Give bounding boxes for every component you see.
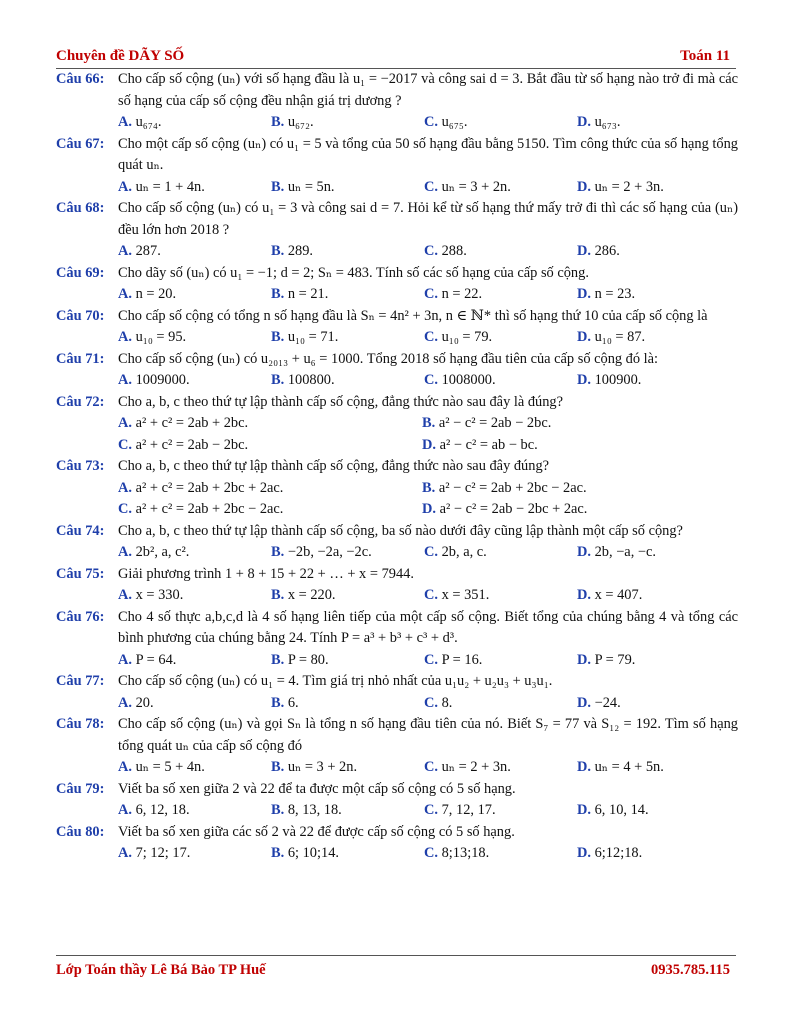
answer-option-text: x = 330. <box>135 587 184 603</box>
answer-option-text: P = 64. <box>135 651 177 668</box>
answer-options-row <box>56 650 738 672</box>
question-number: Câu 66: <box>56 71 105 87</box>
answer-option-label: D. <box>577 178 591 195</box>
answer-option[interactable] <box>118 112 271 134</box>
answer-option-text: a² − c² = 2ab − 2bc. <box>438 415 552 431</box>
question-block <box>56 69 738 134</box>
answer-option[interactable] <box>577 542 727 564</box>
question-block <box>56 607 738 672</box>
answer-option-text: u₁₀ = 71. <box>287 329 339 345</box>
question-text: Cho cấp số cộng (uₙ) với số hạng đầu là u₁ = −2017 và công sai d = 3. Bắt đầu từ số hạng nào trở đi mà các số hạng của cấp số cộng đều nhận giá trị dương ? <box>118 71 738 109</box>
answer-option-label: B. <box>271 544 285 560</box>
answer-option-text: n = 23. <box>594 286 636 302</box>
question-block <box>56 779 738 822</box>
answer-option-label: A. <box>118 802 132 818</box>
question-block <box>56 714 738 779</box>
answer-option-label: B. <box>271 329 285 345</box>
answer-option-label: B. <box>271 243 285 259</box>
question-block <box>56 349 738 392</box>
answer-option-label: B. <box>271 372 285 388</box>
answer-option-label: D. <box>577 243 591 259</box>
answer-option[interactable] <box>271 693 424 715</box>
answer-option-text: 6; 10;14. <box>287 845 339 861</box>
answer-option-label: D. <box>577 114 591 130</box>
answer-option-text: a² − c² = 2ab + 2bc − 2ac. <box>438 479 587 496</box>
answer-option-label: D. <box>577 845 591 861</box>
answer-option-text: 286. <box>594 243 620 259</box>
answer-option-label: A. <box>118 759 132 775</box>
answer-option-text: 8. <box>441 694 453 711</box>
answer-option-text: 6. <box>287 694 299 711</box>
answer-option-label: B. <box>422 415 436 431</box>
answer-option-label: D. <box>577 329 591 345</box>
page-header <box>56 48 736 69</box>
answer-option[interactable] <box>424 112 577 134</box>
question-text: Cho cấp số cộng (uₙ) có u₁ = 4. Tìm giá trị nhỏ nhất của u₁u₂ + u₂u₃ + u₃u₁. <box>118 673 553 689</box>
answer-option[interactable] <box>271 542 424 564</box>
answer-options-row <box>56 585 738 607</box>
answer-option[interactable] <box>577 650 727 672</box>
answer-option-text: 8;13;18. <box>441 845 490 861</box>
answer-option[interactable] <box>271 800 424 822</box>
question-number: Câu 71: <box>56 350 105 367</box>
answer-option-label: A. <box>118 544 132 560</box>
answer-option[interactable] <box>577 241 727 263</box>
answer-option-text: 7; 12; 17. <box>135 845 191 861</box>
answer-option-label: D. <box>577 544 591 560</box>
answer-option-label: A. <box>118 694 132 711</box>
answer-option-text: u₁₀ = 79. <box>441 329 493 345</box>
answer-option[interactable] <box>577 370 727 392</box>
answer-option-text: 288. <box>441 243 467 259</box>
answer-option-label: B. <box>271 178 285 195</box>
answer-option[interactable] <box>118 542 271 564</box>
answer-option-text: uₙ = 4 + 5n. <box>594 759 664 775</box>
question-text: Cho 4 số thực a,b,c,d là 4 số hạng liên tiếp của một cấp số cộng. Biết tổng của chúng bằng 4 và tổng các bình phương của chúng bằng 24. Tính P = a³ + b³ + c³ + d³. <box>118 608 738 646</box>
answer-option[interactable] <box>118 693 271 715</box>
answer-option-text: 287. <box>135 243 161 259</box>
answer-option-text: 6, 10, 14. <box>594 802 649 818</box>
answer-option-label: B. <box>271 802 285 818</box>
question-block <box>56 263 738 306</box>
answer-options-row <box>56 693 738 715</box>
answer-option-label: D. <box>577 286 591 302</box>
answer-option-text: u₆₇₅. <box>441 114 468 130</box>
answer-option-label: A. <box>118 372 132 388</box>
answer-option-label: B. <box>271 694 285 711</box>
answer-option-text: 100800. <box>287 372 335 388</box>
answer-option-text: n = 21. <box>287 286 329 302</box>
answer-option-text: x = 220. <box>287 587 336 603</box>
answer-options-row <box>56 499 738 521</box>
answer-option[interactable] <box>118 241 271 263</box>
answer-option-text: u₆₇₃. <box>594 114 621 130</box>
answer-option[interactable] <box>577 177 727 199</box>
answer-option-label: A. <box>118 114 132 130</box>
question-number: Câu 76: <box>56 608 105 625</box>
answer-option[interactable] <box>271 585 424 607</box>
answer-option[interactable] <box>118 478 422 500</box>
answer-option-text: 1008000. <box>441 372 496 388</box>
answer-option-label: C. <box>424 759 438 775</box>
answer-option-label: C. <box>424 243 438 259</box>
answer-option[interactable] <box>424 843 577 865</box>
question-block <box>56 671 738 714</box>
answer-option-label: A. <box>118 479 132 496</box>
answer-option-label: A. <box>118 651 132 668</box>
answer-option-text: a² + c² = 2ab − 2bc. <box>135 436 249 453</box>
question-text: Cho a, b, c theo thứ tự lập thành cấp số cộng, đẳng thức nào sau đây đúng? <box>118 458 550 474</box>
answer-option[interactable] <box>118 585 271 607</box>
answer-option[interactable] <box>424 241 577 263</box>
answer-option-text: a² + c² = 2ab + 2bc. <box>135 415 249 431</box>
answer-options-row <box>56 542 738 564</box>
question-text: Viết ba số xen giữa các số 2 và 22 để được cấp số cộng có 5 số hạng. <box>118 823 515 840</box>
question-text: Cho dãy số (uₙ) có u₁ = −1; d = 2; Sₙ = 483. Tính số các số hạng của cấp số cộng. <box>118 264 589 281</box>
answer-option-text: P = 79. <box>594 651 636 668</box>
answer-option[interactable] <box>422 413 726 435</box>
answer-option-text: 2b, a, c. <box>441 544 487 560</box>
answer-option-label: B. <box>271 286 285 302</box>
answer-options-row <box>56 757 738 779</box>
answer-option-text: n = 22. <box>441 286 483 302</box>
question-block <box>56 564 738 607</box>
answer-option-text: uₙ = 1 + 4n. <box>135 178 205 195</box>
answer-option-text: 100900. <box>594 372 642 388</box>
answer-option-text: u₁₀ = 87. <box>594 329 646 345</box>
question-number: Câu 80: <box>56 823 105 840</box>
answer-option-text: 20. <box>135 694 154 711</box>
answer-option-text: 7, 12, 17. <box>441 802 496 818</box>
answer-option[interactable] <box>422 435 726 457</box>
answer-option-label: D. <box>577 759 591 775</box>
answer-option-label: C. <box>424 694 438 711</box>
answer-option-label: C. <box>424 587 438 603</box>
answer-options-row <box>56 843 738 865</box>
answer-option[interactable] <box>424 284 577 306</box>
answer-option-label: D. <box>422 436 436 453</box>
page-footer <box>56 955 736 980</box>
answer-option-label: A. <box>118 587 132 603</box>
question-text: Cho cấp số cộng (uₙ) có u₁ = 3 và công sai d = 7. Hỏi kể từ số hạng thứ mấy trở đi thì các số hạng của (uₙ) đều lớn hơn 2018 ? <box>118 200 738 238</box>
answer-option-text: a² − c² = 2ab − 2bc + 2ac. <box>439 501 588 517</box>
answer-option[interactable] <box>118 800 271 822</box>
answer-option[interactable] <box>424 177 577 199</box>
answer-option[interactable] <box>271 177 424 199</box>
question-number: Câu 78: <box>56 716 105 732</box>
answer-option-text: a² − c² = ab − bc. <box>439 436 538 453</box>
answer-option-label: C. <box>424 544 438 560</box>
answer-option-label: B. <box>271 587 285 603</box>
answer-option-label: A. <box>118 286 132 302</box>
answer-option-text: uₙ = 5n. <box>287 178 335 195</box>
answer-option-label: B. <box>422 479 436 496</box>
answer-option[interactable] <box>271 327 424 349</box>
answer-option[interactable] <box>422 478 726 500</box>
answer-option-text: a² + c² = 2ab + 2bc − 2ac. <box>135 501 284 517</box>
answer-option-text: 1009000. <box>135 372 190 388</box>
header-topic: Chuyên đề DÃY SỐ <box>56 48 185 64</box>
answer-option[interactable] <box>577 585 727 607</box>
answer-options-row <box>56 241 738 263</box>
question-block <box>56 456 738 521</box>
answer-option-text: P = 16. <box>441 651 483 668</box>
answer-option-label: A. <box>118 178 132 195</box>
answer-option[interactable] <box>118 177 271 199</box>
question-block <box>56 392 738 457</box>
answer-option[interactable] <box>271 650 424 672</box>
answer-option-label: D. <box>577 651 591 668</box>
answer-option-label: D. <box>577 802 591 818</box>
question-text: Viết ba số xen giữa 2 và 22 để ta được một cấp số cộng có 5 số hạng. <box>118 780 516 797</box>
answer-option[interactable] <box>424 800 577 822</box>
answer-option-label: C. <box>424 372 438 388</box>
answer-option[interactable] <box>424 650 577 672</box>
header-subject: Toán 11 <box>680 48 730 64</box>
answer-option-text: 6;12;18. <box>594 845 643 861</box>
answer-option[interactable] <box>118 435 422 457</box>
answer-option-label: A. <box>118 415 132 431</box>
answer-option[interactable] <box>118 327 271 349</box>
answer-option-text: x = 407. <box>594 587 643 603</box>
question-block <box>56 198 738 263</box>
answer-option[interactable] <box>577 757 727 779</box>
answer-option-label: D. <box>577 372 591 388</box>
question-number: Câu 75: <box>56 565 105 582</box>
answer-option[interactable] <box>577 284 727 306</box>
answer-option-label: C. <box>118 436 132 453</box>
answer-option-label: B. <box>271 845 285 861</box>
answer-option[interactable] <box>118 413 422 435</box>
answer-option[interactable] <box>577 843 727 865</box>
answer-options-row <box>56 800 738 822</box>
answer-option-label: D. <box>577 587 591 603</box>
question-number: Câu 73: <box>56 458 105 474</box>
answer-option-text: uₙ = 5 + 4n. <box>135 759 205 775</box>
answer-option-text: 8, 13, 18. <box>287 802 342 818</box>
answer-option-label: B. <box>271 651 285 668</box>
answer-option[interactable] <box>422 499 726 521</box>
answer-option-text: −2b, −2a, −2c. <box>287 544 372 560</box>
answer-option-label: C. <box>424 329 438 345</box>
answer-option[interactable] <box>118 284 271 306</box>
question-list <box>56 69 738 865</box>
answer-option[interactable] <box>118 650 271 672</box>
answer-option[interactable] <box>577 112 727 134</box>
answer-option-text: 2b², a, c². <box>135 544 190 560</box>
answer-option[interactable] <box>118 843 271 865</box>
answer-option-label: C. <box>424 651 438 668</box>
answer-option[interactable] <box>118 499 422 521</box>
answer-options-row <box>56 478 738 500</box>
question-text: Cho cấp số cộng (uₙ) và gọi Sₙ là tổng n số hạng đầu tiên của nó. Biết S₇ = 77 và S₁₂ = 192. Tìm số hạng tổng quát uₙ của cấp số cộng đó <box>118 716 738 754</box>
answer-option[interactable] <box>424 542 577 564</box>
answer-option-text: u₆₇₄. <box>135 114 162 130</box>
answer-option[interactable] <box>424 370 577 392</box>
answer-option-label: A. <box>118 329 132 345</box>
question-block <box>56 521 738 564</box>
answer-option-label: C. <box>424 845 438 861</box>
answer-option-label: C. <box>424 802 438 818</box>
answer-option[interactable] <box>118 757 271 779</box>
answer-option-label: B. <box>271 759 285 775</box>
question-number: Câu 68: <box>56 200 105 216</box>
answer-option-text: uₙ = 2 + 3n. <box>441 759 511 775</box>
answer-options-row <box>56 112 738 134</box>
answer-option-text: 6, 12, 18. <box>135 802 190 818</box>
answer-option-text: a² + c² = 2ab + 2bc + 2ac. <box>135 479 284 496</box>
answer-option[interactable] <box>424 585 577 607</box>
question-text: Cho cấp số cộng có tổng n số hạng đầu là Sₙ = 4n² + 3n, n ∈ ℕ* thì số hạng thứ 10 của cấp số cộng là <box>118 307 708 324</box>
answer-option-text: u₁₀ = 95. <box>135 329 187 345</box>
question-number: Câu 69: <box>56 264 105 281</box>
footer-phone: 0935.785.115 <box>651 962 730 978</box>
answer-options-row <box>56 435 738 457</box>
answer-option-text: uₙ = 2 + 3n. <box>594 178 664 195</box>
answer-option-text: P = 80. <box>287 651 329 668</box>
answer-option-label: D. <box>422 501 436 517</box>
question-text: Cho một cấp số cộng (uₙ) có u₁ = 5 và tổng của 50 số hạng đầu bằng 5150. Tìm công thức của số hạng tổng quát uₙ. <box>118 135 738 173</box>
answer-options-row <box>56 177 738 199</box>
question-block <box>56 306 738 349</box>
answer-options-row <box>56 327 738 349</box>
answer-options-row <box>56 284 738 306</box>
answer-option-label: A. <box>118 243 132 259</box>
answer-option[interactable] <box>271 843 424 865</box>
question-text: Cho a, b, c theo thứ tự lập thành cấp số cộng, đẳng thức nào sau đây là đúng? <box>118 393 564 410</box>
answer-option-text: uₙ = 3 + 2n. <box>287 759 358 775</box>
answer-option-text: uₙ = 3 + 2n. <box>441 178 511 195</box>
answer-option-label: C. <box>424 178 438 195</box>
answer-option-text: x = 351. <box>441 587 490 603</box>
question-text: Cho a, b, c theo thứ tự lập thành cấp số cộng, ba số nào dưới đây cũng lập thành một cấp số cộng? <box>118 522 683 539</box>
answer-option[interactable] <box>577 800 727 822</box>
answer-option-label: B. <box>271 114 285 130</box>
question-number: Câu 74: <box>56 522 105 539</box>
answer-option-text: u₆₇₂. <box>287 114 314 130</box>
answer-option-label: C. <box>118 501 132 517</box>
answer-options-row <box>56 413 738 435</box>
question-number: Câu 77: <box>56 673 105 689</box>
answer-option[interactable] <box>424 693 577 715</box>
question-number: Câu 67: <box>56 135 105 152</box>
question-text: Cho cấp số cộng (uₙ) có u₂₀₁₃ + u₆ = 1000. Tổng 2018 số hạng đầu tiên của cấp số cộng đó là: <box>118 350 659 367</box>
answer-option-text: n = 20. <box>135 286 177 302</box>
answer-option[interactable] <box>271 284 424 306</box>
answer-option[interactable] <box>271 241 424 263</box>
question-block <box>56 822 738 865</box>
answer-option[interactable] <box>271 112 424 134</box>
question-number: Câu 72: <box>56 393 105 410</box>
answer-option[interactable] <box>577 693 727 715</box>
answer-option-label: C. <box>424 114 438 130</box>
answer-option[interactable] <box>271 757 424 779</box>
question-block <box>56 134 738 199</box>
answer-option-text: 289. <box>287 243 313 259</box>
answer-options-row <box>56 370 738 392</box>
question-number: Câu 79: <box>56 780 105 797</box>
answer-option[interactable] <box>424 757 577 779</box>
answer-option-label: C. <box>424 286 438 302</box>
answer-option-label: D. <box>577 694 591 711</box>
question-number: Câu 70: <box>56 307 105 324</box>
footer-teacher: Lớp Toán thầy Lê Bá Bảo TP Huế <box>56 962 266 978</box>
answer-option[interactable] <box>577 327 727 349</box>
answer-option-text: −24. <box>594 694 621 711</box>
answer-option-label: A. <box>118 845 132 861</box>
answer-option[interactable] <box>118 370 271 392</box>
answer-option-text: 2b, −a, −c. <box>594 544 656 560</box>
answer-option[interactable] <box>424 327 577 349</box>
question-text: Giải phương trình 1 + 8 + 15 + 22 + … + x = 7944. <box>118 565 414 582</box>
answer-option[interactable] <box>271 370 424 392</box>
